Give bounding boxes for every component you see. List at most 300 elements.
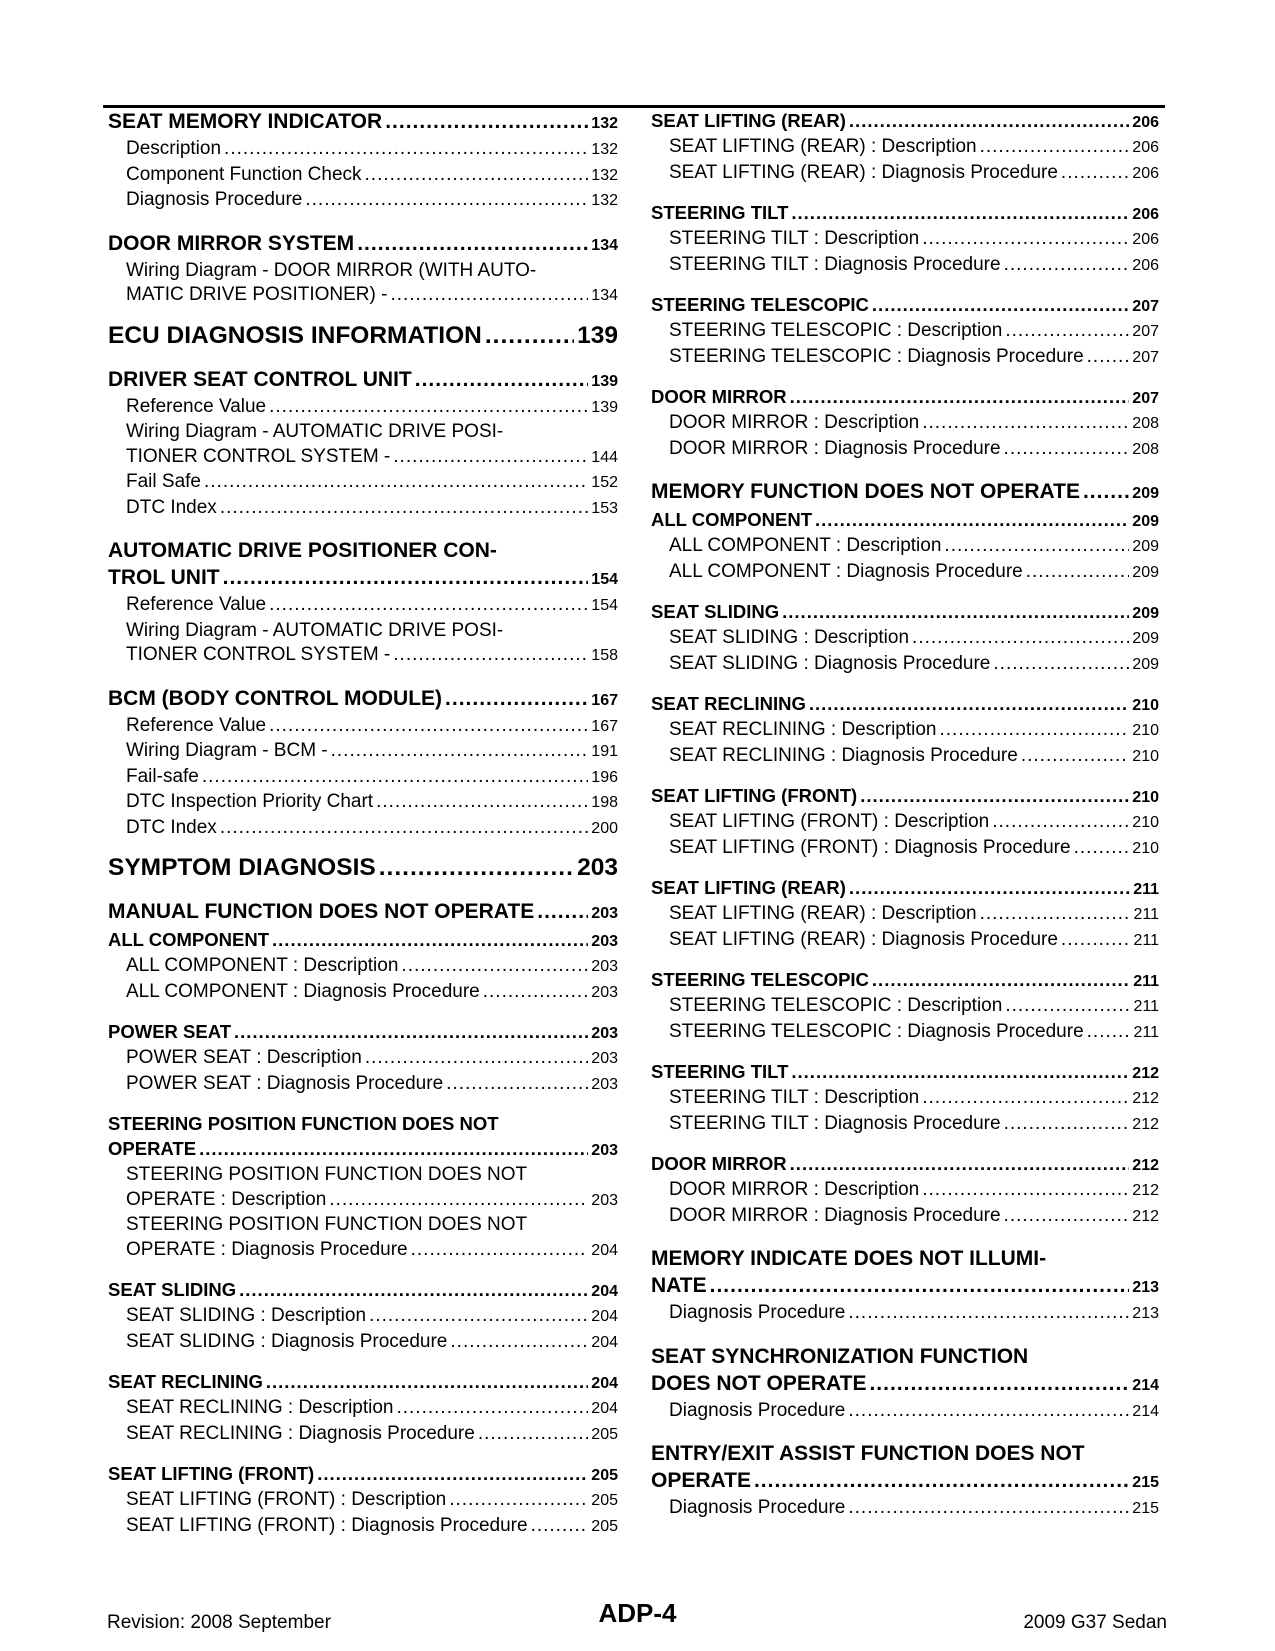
toc-entry-title: STEERING TELESCOPIC [651,294,869,315]
toc-entry-title: MEMORY FUNCTION DOES NOT OPERATE [651,480,1080,503]
toc-entry-page-number: 209 [1132,513,1159,530]
dot-leader [239,1277,588,1302]
toc-entry-h2 [108,1461,618,1488]
toc-entry-page-number: 211 [1133,881,1159,898]
toc-entry-title: SEAT RECLINING [651,693,806,714]
toc-entry-sub [108,1213,618,1263]
toc-entry-title: Reference Value [126,594,267,615]
toc-entry-page-number: 206 [1132,256,1159,274]
toc-entry-title: DOOR MIRROR SYSTEM [108,231,355,255]
toc-entry-sub [651,1496,1159,1522]
toc-entry-page-number: 206 [1132,206,1159,223]
toc-entry-row [126,593,618,619]
toc-entry-sub [651,1399,1159,1425]
dot-leader [483,980,589,1005]
dot-leader [848,1399,1129,1424]
dot-leader [1074,836,1130,861]
dot-leader [872,967,1130,992]
toc-entry-title: SEAT RECLINING [108,1371,263,1392]
toc-entry-page-number: 203 [577,854,618,881]
toc-entry-page-number: 154 [591,597,618,614]
dot-leader [980,135,1130,160]
toc-entry-sub [651,718,1159,744]
toc-entry-row [108,1369,618,1396]
toc-entry-title-line: AUTOMATIC DRIVE POSITIONER CON- [108,539,497,562]
toc-entry-h1 [108,366,618,395]
toc-entry-title: Fail-safe [126,765,199,787]
dot-leader [1004,253,1130,278]
toc-entry-title: SEAT MEMORY INDICATOR [108,110,383,133]
toc-entry-sub [108,1072,618,1098]
toc-entry-page-number: 204 [591,1283,618,1300]
toc-entry-row [669,928,1159,954]
dot-leader [396,1396,588,1421]
toc-entry-h2 [108,1277,618,1304]
dot-leader [269,714,588,739]
toc-entry-title: STEERING TELESCOPIC : Description [669,320,1003,341]
toc-entry-title-line: STEERING POSITION FUNCTION DOES NOT [126,1214,528,1235]
toc-entry-sub [108,790,618,816]
toc-entry-sub [108,1304,618,1330]
toc-entry-row [108,321,618,350]
toc-entry-sub [108,188,618,214]
toc-entry-sub [108,163,618,189]
toc-entry-row [669,345,1159,371]
toc-entry-page-number: 152 [591,474,618,491]
toc-entry-h2 [651,1151,1159,1178]
toc-entry-h2 [651,875,1159,902]
dot-leader [1004,437,1130,462]
toc-entry-major [108,321,618,350]
toc-entry-title: SEAT SLIDING : Description [669,627,910,648]
toc-entry-row [108,898,618,927]
toc-entry-sub [108,1330,618,1356]
toc-entry-row [669,411,1159,437]
toc-entry-page-number: 211 [1133,906,1159,923]
toc-entry-row [669,652,1159,678]
toc-entry-page-number: 204 [591,1308,618,1325]
toc-entry-title: DRIVER SEAT CONTROL UNIT [108,367,412,391]
toc-entry-title: SEAT SLIDING : Diagnosis Procedure [669,652,991,674]
dot-leader [992,810,1129,835]
toc-entry-title: Description [126,138,222,159]
toc-entry-row [126,445,618,471]
toc-entry-sub [108,395,618,421]
toc-entry-page-number: 204 [591,1241,618,1259]
toc-entry-row [651,507,1159,534]
toc-entry-row [669,227,1159,253]
toc-entry-sub [108,1163,618,1213]
toc-entry-page-number: 211 [1133,931,1159,949]
toc-entry-title: Diagnosis Procedure [126,189,303,210]
toc-entry-page-number: 209 [1132,605,1159,622]
toc-entry-title: SEAT LIFTING (REAR) : Description [669,903,977,924]
toc-entry-title: SEAT LIFTING (FRONT) : Description [126,1489,447,1510]
toc-entry-title: OPERATE [651,1469,751,1492]
dot-leader [1083,478,1129,505]
toc-entry-title: ALL COMPONENT : Diagnosis Procedure [669,560,1023,582]
toc-entry-page-number: 154 [591,571,618,588]
toc-entry-page-number: 210 [1132,839,1159,857]
toc-entry-page-number: 191 [591,743,618,760]
toc-entry-sub [108,1396,618,1422]
toc-entry-title: SEAT LIFTING (FRONT) : Description [669,811,990,832]
toc-entry-sub [108,816,618,842]
toc-entry-sub [651,928,1159,954]
toc-entry-title: ALL COMPONENT : Diagnosis Procedure [126,980,480,1002]
toc-entry-sub [651,345,1159,371]
toc-entry-h1 [108,108,618,137]
dot-leader [269,395,588,420]
toc-entry-h2 [651,1059,1159,1086]
toc-entry-row [126,765,618,791]
toc-entry-title: STEERING TELESCOPIC : Description [669,995,1003,1016]
toc-entry-h1 [651,478,1159,507]
toc-entry-page-number: 212 [1132,1065,1159,1082]
toc-entry-row [651,292,1159,319]
toc-entry-sub [108,714,618,740]
dot-leader [385,108,588,135]
toc-entry-sub [651,902,1159,928]
toc-entry-title: DOOR MIRROR [651,386,787,407]
toc-entry-page-number: 207 [1132,298,1159,315]
dot-leader [401,954,588,979]
dot-leader [790,384,1130,409]
dot-leader [809,691,1129,716]
dot-leader [202,765,588,790]
toc-entry-h2 [651,783,1159,810]
toc-entry-title: POWER SEAT [108,1021,231,1042]
toc-entry-h2 [651,384,1159,411]
toc-entry-page-number: 209 [1132,630,1159,647]
footer-page-id: ADP-4 [598,1598,677,1628]
toc-entry-row [126,1422,618,1448]
toc-entry-sub [108,980,618,1006]
toc-entry-page-number: 205 [591,1425,618,1443]
toc-entry-page-number: 134 [591,236,618,254]
dot-leader [980,902,1131,927]
toc-entry-row [108,108,618,137]
toc-entry-row [108,564,618,593]
toc-entry-row [669,1399,1159,1425]
toc-entry-row [669,810,1159,836]
toc-entry-sub [651,744,1159,770]
toc-entry-row [126,739,618,765]
toc-entry-row [126,1488,618,1514]
toc-entry-sub [108,619,618,669]
toc-entry-row [651,1059,1159,1086]
toc-entry-page-number: 210 [1132,789,1159,806]
toc-entry-title: DOES NOT OPERATE [651,1371,867,1395]
toc-entry-h1 [108,685,618,714]
dot-leader [537,898,588,925]
footer-model: 2009 G37 Sedan [1023,1612,1167,1633]
toc-entry-page-number: 215 [1132,1474,1159,1491]
toc-entry-row [651,691,1159,718]
toc-entry-h1 [651,1440,1159,1496]
toc-entry-title: TIONER CONTROL SYSTEM - [126,445,391,467]
toc-entry-page-number: 207 [1132,348,1159,366]
toc-entry-title: ALL COMPONENT : Description [126,955,399,976]
dot-leader [329,1188,588,1213]
toc-entry-title: STEERING TILT [651,202,789,223]
toc-entry-page-number: 134 [591,287,618,304]
toc-entry-title: Wiring Diagram - BCM - [126,740,328,761]
toc-entry-page-number: 205 [591,1467,618,1484]
toc-entry-row [126,1330,618,1356]
toc-entry-sub [108,1422,618,1448]
toc-entry-title: DOOR MIRROR : Diagnosis Procedure [669,437,1001,459]
toc-entry-h2 [651,691,1159,718]
toc-entry-page-number: 167 [591,717,618,735]
toc-entry-sub [108,1514,618,1540]
toc-entry-row [108,1277,618,1304]
toc-entry-title: SEAT SLIDING [108,1279,237,1300]
toc-entry-row [126,1188,618,1214]
dot-leader [754,1467,1129,1494]
toc-entry-row [108,1461,618,1488]
toc-entry-row [108,366,618,395]
toc-entry-row [669,902,1159,928]
toc-entry-page-number: 132 [591,141,618,158]
toc-entry-title-line: Wiring Diagram - DOOR MIRROR (WITH AUTO- [126,259,537,281]
dot-leader [791,200,1129,225]
toc-entry-row [651,599,1159,626]
toc-entry-page-number: 212 [1132,1115,1159,1133]
toc-entry-page-number: 208 [1132,415,1159,432]
toc-entry-title: OPERATE [108,1138,197,1159]
dot-leader [446,1072,588,1097]
toc-entry-sub [651,994,1159,1020]
dot-leader [531,1514,589,1539]
dot-leader [411,1238,589,1263]
toc-entry-row [669,718,1159,744]
toc-column-right [651,108,1159,1522]
toc-entry-page-number: 207 [1132,323,1159,340]
toc-entry-title: POWER SEAT : Diagnosis Procedure [126,1072,444,1094]
toc-entry-page-number: 203 [591,1075,618,1093]
toc-entry-row [126,954,618,980]
toc-entry-page-number: 203 [591,1191,618,1209]
toc-entry-row [669,253,1159,279]
toc-entry-page-number: 211 [1133,973,1159,990]
dot-leader [872,292,1129,317]
toc-entry-page-number: 206 [1132,164,1159,182]
dot-leader [390,283,588,308]
dot-leader [860,783,1129,808]
dot-leader [848,1496,1129,1521]
toc-entry-row [126,470,618,496]
toc-entry-sub [651,253,1159,279]
dot-leader [223,564,589,591]
toc-entry-sub [651,1301,1159,1327]
toc-entry-title: Diagnosis Procedure [669,1497,846,1518]
dot-leader [415,366,589,393]
toc-entry-sub [651,411,1159,437]
toc-entry-title: STEERING TELESCOPIC : Diagnosis Procedure [669,1020,1084,1042]
toc-entry-row [126,1046,618,1072]
toc-entry-page-number: 206 [1132,114,1159,131]
toc-entry-title: Diagnosis Procedure [669,1302,846,1323]
toc-entry-title: SEAT LIFTING (REAR) : Diagnosis Procedure [669,928,1058,950]
toc-entry-row [669,161,1159,187]
toc-entry-h1 [108,230,618,259]
toc-entry-page-number: 215 [1132,1500,1159,1517]
toc-entry-sub [651,1086,1159,1112]
toc-entry-title-line: Wiring Diagram - AUTOMATIC DRIVE POSI- [126,421,504,442]
toc-entry-page-number: 214 [1132,1376,1159,1394]
toc-entry-row [126,1304,618,1330]
toc-entry-page-number: 203 [591,1050,618,1067]
toc-entry-title: ALL COMPONENT [108,929,270,950]
toc-entry-row [126,1238,618,1264]
dot-leader [317,1461,588,1486]
dot-leader [478,1422,588,1447]
dot-leader [791,1059,1129,1084]
toc-entry-title: MATIC DRIVE POSITIONER) - [126,284,388,305]
toc-entry-page-number: 132 [591,115,618,132]
toc-entry-h2 [651,200,1159,227]
toc-entry-page-number: 204 [591,1333,618,1351]
toc-entry-page-number: 207 [1132,390,1159,407]
toc-entry-title: Component Function Check [126,163,362,185]
toc-entry-title: STEERING TILT : Description [669,228,920,249]
toc-entry-title: OPERATE : Diagnosis Procedure [126,1238,408,1260]
dot-leader [1004,1204,1130,1229]
toc-entry-page-number: 211 [1133,1023,1159,1041]
toc-entry-sub [651,1178,1159,1204]
dot-leader [782,599,1129,624]
toc-entry-h2 [651,292,1159,319]
toc-entry-sub [651,1112,1159,1138]
toc-entry-page-number: 212 [1132,1182,1159,1199]
toc-entry-title: STEERING TILT : Description [669,1087,920,1108]
toc-entry-row [651,1151,1159,1178]
toc-entry-page-number: 203 [591,958,618,975]
toc-entry-page-number: 206 [1132,139,1159,156]
toc-entry-row [126,1514,618,1540]
toc-entry-page-number: 158 [591,647,618,664]
toc-entry-title: ALL COMPONENT : Description [669,535,942,556]
toc-entry-title: SEAT LIFTING (FRONT) : Diagnosis Procedure [669,836,1071,858]
dot-leader [234,1019,588,1044]
toc-entry-sub [108,765,618,791]
dot-leader [869,1370,1129,1397]
dot-leader [220,816,588,841]
toc-entry-row [669,1204,1159,1230]
toc-entry-title: MANUAL FUNCTION DOES NOT OPERATE [108,900,535,923]
toc-entry-row [669,135,1159,161]
toc-entry-title: SEAT LIFTING (REAR) [651,110,846,131]
toc-entry-sub [108,137,618,163]
dot-leader [1061,161,1129,186]
dot-leader [393,445,588,470]
toc-entry-title: STEERING TELESCOPIC [651,969,869,990]
toc-entry-title: SEAT SLIDING [651,601,780,622]
toc-entry-row [669,1178,1159,1204]
dot-leader [269,593,588,618]
dot-leader [449,1488,588,1513]
toc-entry-title: NATE [651,1274,707,1297]
toc-entry-h2 [108,1019,618,1046]
dot-leader [912,626,1129,651]
toc-entry-title-line: STEERING POSITION FUNCTION DOES NOT [126,1164,528,1185]
toc-entry-page-number: 213 [1132,1305,1159,1322]
toc-entry-h2 [651,967,1159,994]
toc-entry-row [669,626,1159,652]
dot-leader [220,496,588,521]
toc-entry-sub [651,1020,1159,1046]
toc-entry-row [651,200,1159,227]
toc-entry-row [126,496,618,522]
toc-entry-row [126,714,618,740]
toc-entry-title: SEAT LIFTING (REAR) : Description [669,136,977,157]
toc-entry-sub [108,1046,618,1072]
toc-entry-row [126,283,618,309]
toc-entry-page-number: 132 [591,166,618,184]
toc-entry-page-number: 139 [591,398,618,416]
toc-entry-row [126,188,618,214]
dot-leader [993,652,1129,677]
toc-entry-page-number: 210 [1132,747,1159,765]
dot-leader [445,685,588,712]
toc-entry-title: DTC Index [126,816,217,838]
toc-entry-title: STEERING TILT [651,1061,789,1082]
toc-entry-sub [108,954,618,980]
toc-entry-title: SEAT LIFTING (FRONT) [651,785,858,806]
toc-entry-row [669,319,1159,345]
toc-entry-title-line: SEAT SYNCHRONIZATION FUNCTION [651,1344,1029,1368]
toc-entry-title-line: STEERING POSITION FUNCTION DOES NOT [108,1113,499,1134]
toc-entry-row [108,1136,618,1163]
toc-entry-row [669,994,1159,1020]
toc-entry-title-line: Wiring Diagram - AUTOMATIC DRIVE POSI- [126,619,504,641]
dot-leader [199,1136,588,1161]
toc-entry-page-number: 205 [591,1517,618,1535]
toc-entry-title: ALL COMPONENT [651,509,813,530]
toc-entry-page-number: 204 [591,1375,618,1392]
toc-entry-title: SEAT LIFTING (FRONT) [108,1463,315,1484]
dot-leader [944,534,1129,559]
toc-entry-sub [651,560,1159,586]
toc-entry-row [126,816,618,842]
toc-entry-h1 [108,537,618,593]
toc-entry-sub [651,319,1159,345]
dot-leader [939,718,1129,743]
toc-entry-row [669,1112,1159,1138]
toc-entry-title: OPERATE : Description [126,1188,327,1210]
toc-entry-h2 [651,507,1159,534]
toc-entry-page-number: 209 [1132,485,1159,502]
dot-leader [379,853,574,882]
dot-leader [1005,994,1130,1019]
toc-entry-page-number: 209 [1132,563,1159,581]
dot-leader [1021,744,1129,769]
toc-entry-page-number: 167 [591,691,618,709]
toc-entry-title: SEAT SLIDING : Diagnosis Procedure [126,1330,448,1352]
toc-entry-page-number: 210 [1132,697,1159,714]
toc-entry-h1 [108,898,618,927]
dot-leader [922,227,1129,252]
toc-entry-sub [651,227,1159,253]
toc-entry-row [669,1020,1159,1046]
toc-entry-title: SEAT RECLINING : Description [126,1397,394,1418]
toc-entry-sub [651,652,1159,678]
toc-entry-title: SEAT RECLINING : Diagnosis Procedure [669,744,1018,766]
dot-leader [1005,319,1129,344]
dot-leader [305,188,588,213]
toc-entry-sub [651,1204,1159,1230]
